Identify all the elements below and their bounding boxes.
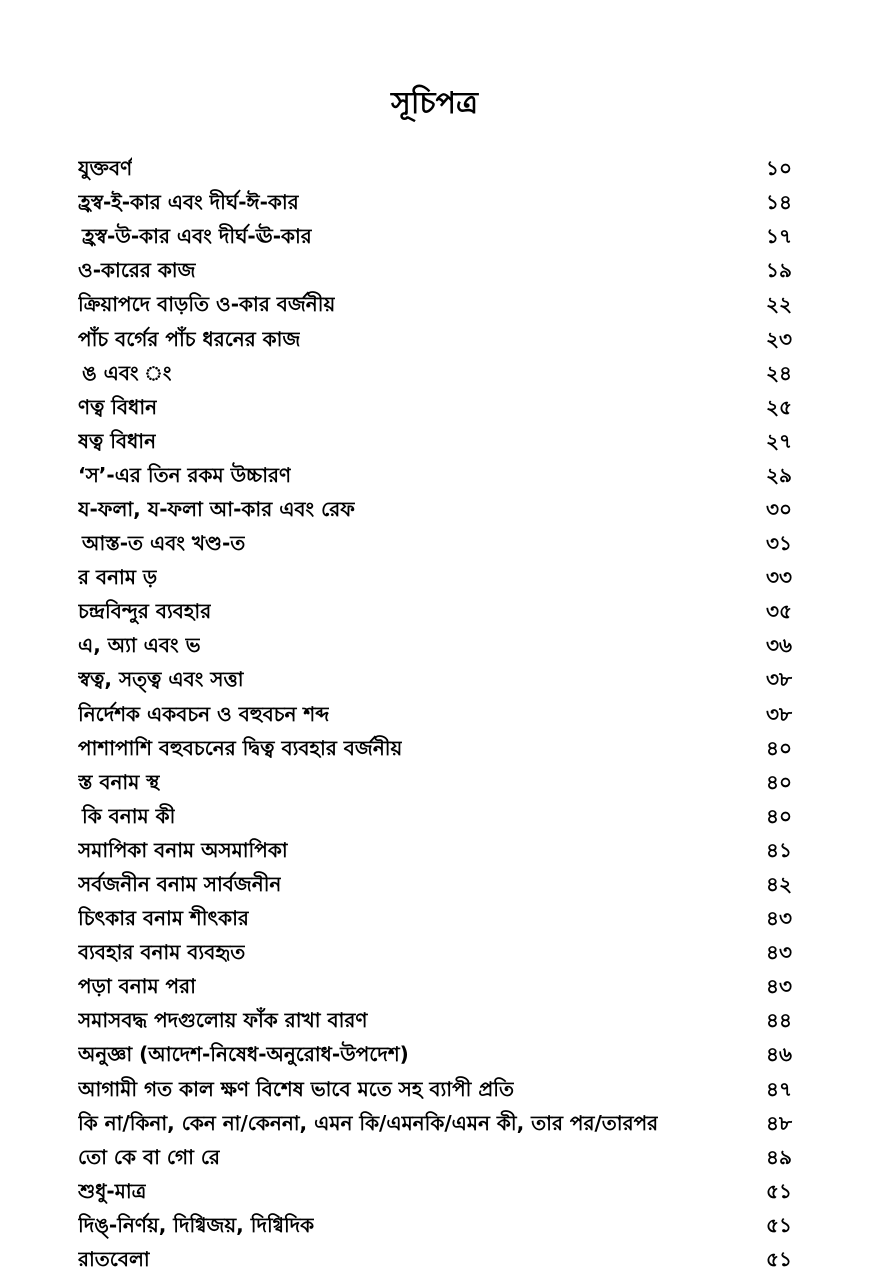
- page-title: সূচিপত্র: [391, 86, 478, 121]
- toc-entry: [78, 151, 792, 185]
- toc-entry-page: ২৯: [766, 462, 792, 487]
- toc-entry-title: সমাপিকা বনাম অসমাপিকা: [78, 837, 288, 862]
- toc-entry-page: ৪২: [766, 872, 792, 897]
- toc-entry-title: য-ফলা, য-ফলা আ-কার এবং রেফ: [78, 496, 355, 521]
- toc-entry: [78, 799, 792, 833]
- toc-entry-title: নির্দেশক একবচন ও বহুবচন শব্দ: [78, 701, 330, 726]
- toc-entry-page: ২২: [765, 292, 792, 317]
- toc-entry-page: ৫১: [766, 1247, 792, 1272]
- toc-entry-page: ৩৬: [765, 633, 792, 658]
- toc-entry-page: ৪৩: [766, 974, 792, 999]
- toc-entry: [78, 867, 792, 901]
- toc-entry-page: ৩৮: [766, 667, 792, 692]
- toc-entry: [78, 287, 792, 321]
- toc-entry-page: ৩৮: [766, 701, 792, 726]
- toc-entry-title: ঙ এবং ং: [82, 360, 172, 385]
- toc-entry: [78, 1037, 792, 1071]
- toc-entry-title: এ, অ্যা এবং ভ: [78, 633, 201, 658]
- toc-entry-title: কি বনাম কী: [82, 803, 176, 828]
- toc-entry-page: ৪৮: [766, 1110, 792, 1135]
- toc-entry-title: পড়া বনাম পরা: [78, 974, 196, 999]
- toc-entry: [78, 1174, 792, 1208]
- table-of-contents: [78, 151, 792, 1276]
- toc-entry: [78, 356, 792, 390]
- toc-entry-title: ‘স’-এর তিন রকম উচ্চারণ: [78, 462, 292, 487]
- toc-entry-title: পাশাপাশি বহুবচনের দ্বিত্ব ব্যবহার বর্জনীয়: [78, 735, 403, 760]
- toc-entry-page: ২৩: [765, 326, 792, 351]
- toc-entry-title: পাঁচ বর্গের পাঁচ ধরনের কাজ: [78, 326, 301, 351]
- toc-entry-title: সমাসবদ্ধ পদগুলোয় ফাঁক রাখা বারণ: [78, 1008, 368, 1033]
- toc-entry-title: যুক্তবর্ণ: [78, 156, 133, 181]
- toc-entry-title: সর্বজনীন বনাম সার্বজনীন: [78, 872, 282, 897]
- toc-entry-title: হ্রস্ব-ই-কার এবং দীর্ঘ-ঈ-কার: [78, 190, 299, 215]
- toc-entry-title: রাতবেলা: [78, 1247, 150, 1272]
- toc-entry: [78, 935, 792, 969]
- toc-entry-title: ও-কারের কাজ: [78, 258, 196, 283]
- toc-entry-title: ক্রিয়াপদে বাড়তি ও-কার বর্জনীয়: [78, 292, 336, 317]
- toc-entry-title: আস্ত-ত এবং খণ্ড-ত: [82, 531, 246, 556]
- toc-entry-page: ৩১: [766, 531, 792, 556]
- toc-entry-title: ব্যবহার বনাম ব্যবহৃত: [78, 940, 246, 965]
- toc-entry-page: ৪০: [766, 769, 792, 794]
- toc-entry: [78, 219, 792, 253]
- toc-entry: [78, 253, 792, 287]
- toc-entry: [78, 765, 792, 799]
- toc-entry-title: আগামী গত কাল ক্ষণ বিশেষ ভাবে মতে সহ ব্যাপী প্রতি: [78, 1076, 515, 1101]
- toc-entry: [78, 321, 792, 355]
- toc-entry-title: দিঙ্-নির্ণয়, দিগ্বিজয়, দিগ্বিদিক: [78, 1212, 315, 1237]
- toc-entry-title: শুধু-মাত্র: [78, 1178, 147, 1203]
- toc-entry-page: ৩৩: [765, 565, 792, 590]
- toc-entry-title: ষত্ব বিধান: [78, 428, 157, 453]
- toc-entry: [78, 1242, 792, 1276]
- toc-entry-page: ৪৪: [766, 1008, 792, 1033]
- toc-entry-page: ৪৯: [766, 1144, 792, 1169]
- toc-entry-title: স্বত্ব, সত্ত্ব এবং সত্তা: [78, 667, 244, 692]
- toc-entry: [78, 662, 792, 696]
- toc-entry-title: চন্দ্রবিন্দুর ব্যবহার: [78, 599, 212, 624]
- toc-entry: [78, 1140, 792, 1174]
- toc-entry-title: স্ত বনাম স্থ: [78, 769, 160, 794]
- toc-entry-page: ৪০: [766, 803, 792, 828]
- toc-entry-title: চিৎকার বনাম শীৎকার: [78, 906, 249, 931]
- toc-entry: [78, 1106, 792, 1140]
- toc-entry-page: ৪৭: [766, 1076, 792, 1101]
- toc-entry-page: ২৪: [766, 360, 792, 385]
- toc-entry-page: ৪৩: [766, 906, 792, 931]
- toc-entry-title: হ্রস্ব-উ-কার এবং দীর্ঘ-ঊ-কার: [82, 224, 312, 249]
- toc-entry-title: তো কে বা গো রে: [78, 1144, 220, 1169]
- toc-entry: [78, 424, 792, 458]
- toc-entry: [78, 185, 792, 219]
- toc-entry: [78, 594, 792, 628]
- toc-entry: [78, 526, 792, 560]
- toc-entry: [78, 833, 792, 867]
- toc-entry-page: ৪০: [766, 735, 792, 760]
- toc-entry-page: ৪১: [766, 837, 792, 862]
- toc-entry: [78, 969, 792, 1003]
- toc-entry: [78, 697, 792, 731]
- toc-entry-page: ৪৩: [766, 940, 792, 965]
- toc-entry: [78, 560, 792, 594]
- toc-entry-page: ৫১: [766, 1178, 792, 1203]
- toc-entry-page: ৩৫: [766, 599, 792, 624]
- toc-entry-page: ১৭: [766, 224, 792, 249]
- toc-entry: [78, 458, 792, 492]
- toc-entry-page: ৪৬: [766, 1042, 792, 1067]
- toc-entry-title: কি না/কিনা, কেন না/কেননা, এমন কি/এমনকি/এমন কী, তার পর/তারপর: [78, 1110, 659, 1135]
- toc-entry-title: র বনাম ড়: [78, 565, 158, 590]
- toc-entry-page: ২৫: [766, 394, 792, 419]
- toc-entry-page: ২৭: [765, 428, 792, 453]
- toc-entry-title: ণত্ব বিধান: [78, 394, 158, 419]
- toc-entry: [78, 1072, 792, 1106]
- toc-entry-page: ৫১: [766, 1212, 792, 1237]
- toc-entry-page: ১৪: [766, 190, 792, 215]
- toc-entry: [78, 731, 792, 765]
- toc-entry: [78, 628, 792, 662]
- toc-entry-page: ১০: [766, 156, 792, 181]
- toc-entry-page: ১৯: [766, 258, 792, 283]
- toc-entry-page: ৩০: [765, 496, 792, 521]
- toc-entry: [78, 492, 792, 526]
- toc-entry-title: অনুজ্ঞা (আদেশ-নিষেধ-অনুরোধ-উপদেশ): [78, 1042, 409, 1067]
- toc-entry: [78, 1003, 792, 1037]
- toc-entry: [78, 1208, 792, 1242]
- toc-entry: [78, 390, 792, 424]
- toc-entry: [78, 901, 792, 935]
